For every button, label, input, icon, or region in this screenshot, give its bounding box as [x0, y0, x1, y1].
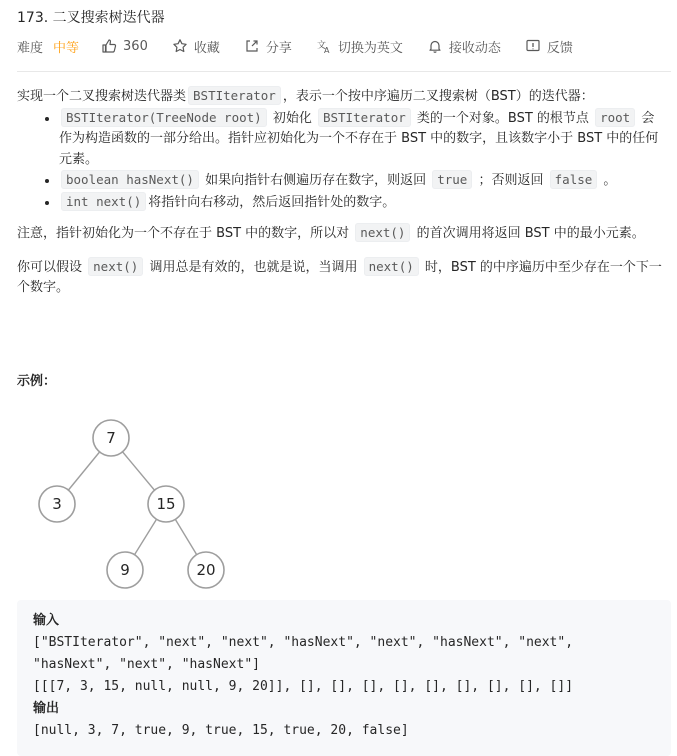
- list-item: [59, 170, 665, 192]
- inline-code: boolean hasNext(): [61, 170, 199, 189]
- intro-text-b: ，表示一个按中序遍历二叉搜索树（BST）的迭代器：: [282, 89, 594, 104]
- assume-text-b: 调用总是有效的，也就是说，当调用: [149, 259, 358, 275]
- share-button[interactable]: [244, 37, 292, 56]
- inline-code: BSTIterator: [318, 108, 411, 127]
- inline-code: root: [595, 108, 635, 127]
- subscribe-button[interactable]: [427, 37, 501, 56]
- tree-node-label: 20: [196, 561, 216, 579]
- bell-icon: [427, 38, 443, 54]
- output-label: 输出: [33, 701, 60, 716]
- note-paragraph: [17, 223, 665, 245]
- bullet-text: 会作为构造函数的一部分给出。指针应初始化为一个不存在于 BST 中的数字，且该数字小于 BST 中的任何元素。: [59, 110, 659, 167]
- example-code-block: [17, 600, 671, 756]
- bullet-text: ；否则返回: [478, 173, 544, 188]
- input-line: ["BSTIterator", "next", "next", "hasNext", "next", "hasNext", "next",: [33, 635, 574, 650]
- difficulty-badge: 中等: [53, 40, 80, 56]
- example-heading: 示例：: [17, 374, 57, 389]
- svg-text:文: 文: [316, 41, 326, 51]
- share-icon: [244, 38, 260, 54]
- feedback-label: 反馈: [546, 40, 573, 56]
- thumbs-up-icon: [101, 38, 117, 54]
- header-divider: [17, 71, 671, 72]
- tree-node-label: 15: [156, 495, 176, 513]
- assume-text-a: 你可以假设: [17, 259, 83, 275]
- bullet-text: 初始化: [272, 110, 312, 126]
- share-label: 分享: [265, 40, 292, 56]
- difficulty-label: 难度: [17, 40, 44, 56]
- star-icon: [172, 38, 188, 54]
- like-button[interactable]: [101, 38, 148, 54]
- input-line: "hasNext", "next", "hasNext"]: [33, 657, 260, 672]
- problem-description: [17, 86, 665, 299]
- bst-diagram: [27, 415, 247, 595]
- tree-node-label: 7: [106, 429, 116, 447]
- assume-paragraph: [17, 257, 665, 299]
- output-line: [null, 3, 7, true, 9, true, 15, true, 20, false]: [33, 723, 409, 738]
- input-label: 输入: [33, 613, 60, 628]
- switch-language-button[interactable]: [316, 37, 403, 56]
- feedback-button[interactable]: [525, 37, 573, 56]
- problem-meta-bar: [17, 36, 573, 56]
- svg-text:A: A: [323, 46, 330, 54]
- list-item: [59, 192, 665, 214]
- tree-node-label: 3: [52, 495, 62, 513]
- assume-text-c: 时，BST 的中序遍历中至少存在一个下一个数字。: [17, 259, 662, 295]
- subscribe-label: 接收动态: [448, 40, 501, 56]
- favorite-label: 收藏: [193, 40, 220, 56]
- input-line: [[[7, 3, 15, null, null, 9, 20]], [], [], [], [], [], [], [], [], []]: [33, 679, 574, 694]
- translate-icon: [316, 38, 332, 54]
- bullet-text: 类的一个对象。BST 的根节点: [416, 110, 589, 126]
- feedback-flag-icon: [525, 38, 541, 54]
- inline-code: true: [432, 170, 472, 189]
- inline-code: BSTIterator: [188, 86, 281, 105]
- note-text-b: 的首次调用将返回 BST 中的最小元素。: [416, 226, 645, 241]
- inline-code: next(): [88, 257, 143, 276]
- bullet-text: 将指针向右移动，然后返回指针处的数字。: [148, 194, 396, 210]
- inline-code: false: [550, 170, 598, 189]
- inline-code: next(): [364, 257, 419, 276]
- inline-code: int next(): [61, 192, 146, 211]
- tree-node-label: 9: [120, 561, 130, 579]
- intro-paragraph: [17, 86, 665, 108]
- inline-code: BSTIterator(TreeNode root): [61, 108, 267, 127]
- intro-text-a: 实现一个二叉搜索树迭代器类: [17, 89, 187, 104]
- method-list: [17, 108, 665, 214]
- bullet-text: 。: [603, 173, 617, 188]
- like-count: 360: [123, 38, 148, 54]
- switch-language-label: 切换为英文: [337, 40, 403, 56]
- favorite-button[interactable]: [172, 37, 220, 56]
- list-item: [59, 108, 665, 171]
- inline-code: next(): [355, 223, 410, 242]
- note-text-a: 注意，指针初始化为一个不存在于 BST 中的数字，所以对: [17, 226, 350, 241]
- bullet-text: 如果向指针右侧遍历存在数字，则返回: [205, 173, 427, 188]
- problem-title: 173. 二叉搜索树迭代器: [17, 10, 165, 26]
